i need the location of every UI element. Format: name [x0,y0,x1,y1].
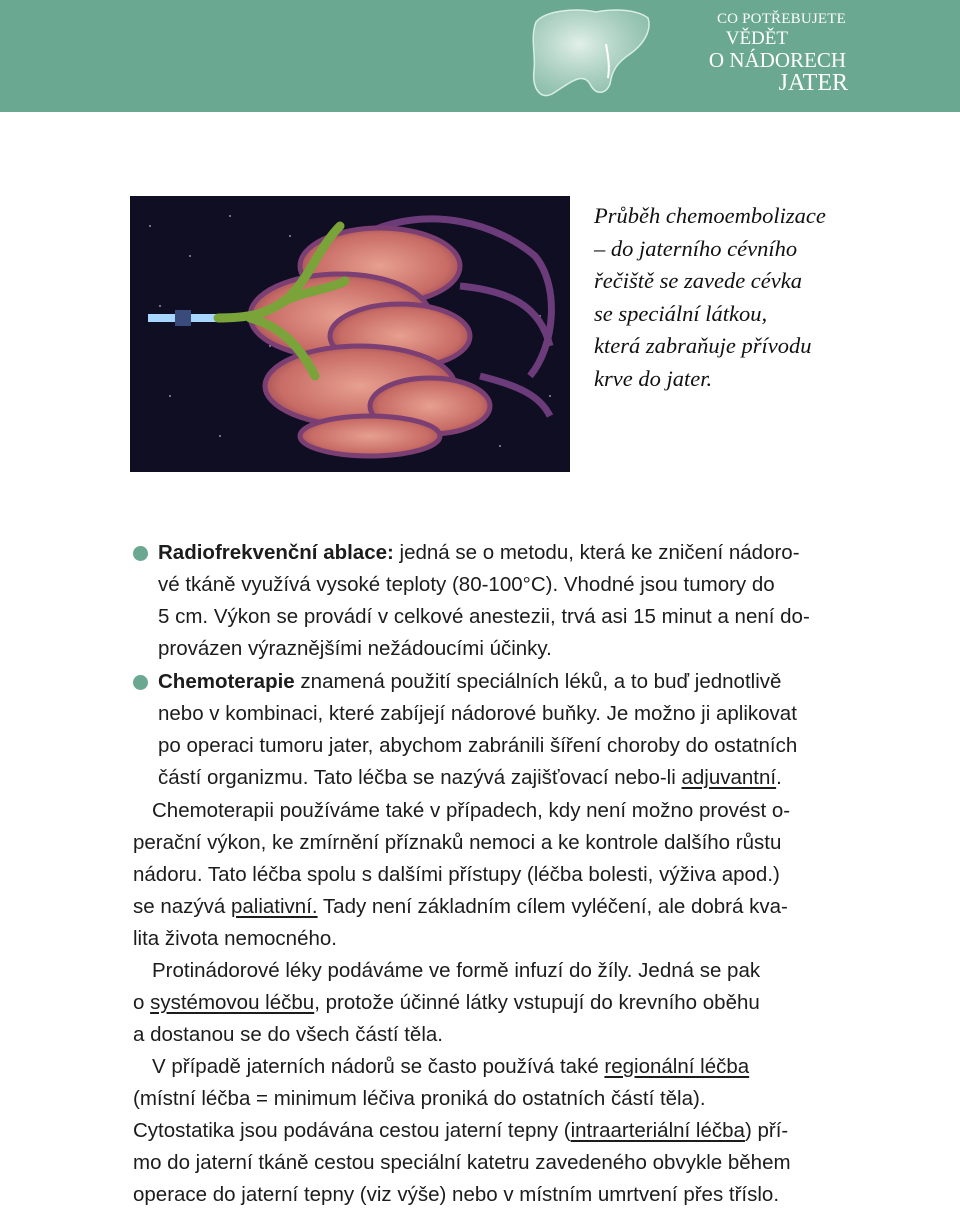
rfa-line-4: provázen výraznějšími nežádoucími účinky. [158,637,552,660]
p3-text: V případě jaterních nádorů se často používá také [152,1055,605,1078]
p2-line-3: a dostanou se do všech částí těla. [133,1023,443,1046]
caption-line: která zabraňuje přívodu [594,333,812,358]
rfa-term: Radiofrekvenční ablace: [158,541,394,564]
p3-text: Cytostatika jsou podávána cestou jaterní tepny ( [133,1119,571,1142]
p3-line-4: mo do jaterní tkáně cestou speciální katetru zavedeného obvykle během [133,1151,791,1174]
p2-text: o [133,991,151,1014]
chemo-text: . [776,766,782,789]
header-title-line3: O NÁDORECH [708,48,846,72]
p2-line-1: Protinádorové léky podáváme ve formě infuzí do žíly. Jedná se pak [152,959,761,982]
p3-text: ) pří- [744,1119,789,1142]
chemoembolization-illustration [130,196,570,472]
caption-line: se speciální látkou, [594,300,768,326]
caption-line: – do jaterního cévního [594,235,798,261]
rfa-line-2: vé tkáně využívá vysoké teploty (80-100°C). Vhodné jsou tumory do [158,573,775,596]
chemo-term: Chemoterapie [158,670,295,693]
p1-line-4 [133,891,788,923]
rfa-line-1 [158,537,800,569]
bullet-dot [133,546,148,561]
chemo-text: znamená použití speciálních léků, a to buď jednotlivě [294,670,782,693]
p3-line-3 [133,1115,788,1147]
intraarterial-therapy-term: intraarteriální léčba [570,1119,745,1142]
regional-therapy-term: regionální léčba [604,1055,750,1078]
caption-line: Průběh chemoembolizace [594,203,826,228]
rfa-text: jedná se o metodu, která ke zničení nádoro- [393,541,800,564]
chemo-line-4 [158,762,782,794]
caption-line: řečiště se zavede cévka [594,268,803,293]
p3-line-2: (místní léčba = minimum léčiva proniká do ostatních částí těla). [133,1087,706,1110]
figure-caption [594,200,874,395]
liver-illustration-image [130,196,570,472]
caption-line: krve do jater. [594,365,713,391]
systemic-therapy-term: systémovou léčbu [150,991,315,1014]
header-title-line2: VĚDĚT [725,28,788,49]
p2-line-2 [133,987,760,1019]
p2-text: , protože účinné látky vstupují do krevního oběhu [314,991,760,1014]
header-title-line4: JATER [778,70,848,96]
bullet-dot [133,675,148,690]
chemo-line-2: nebo v kombinaci, které zabíjejí nádorové buňky. Je možno ji aplikovat [158,702,797,725]
liver-icon [526,4,656,104]
p1-text: Tady není základním cílem vyléčení, ale dobrá kva- [317,895,788,918]
chemo-line-3: po operaci tumoru jater, abychom zabránili šíření choroby do ostatních [158,734,798,757]
p1-line-5: lita života nemocného. [133,927,337,950]
palliative-term: paliativní. [231,895,318,918]
p1-line-1: Chemoterapii používáme také v případech, kdy není možno provést o- [152,799,791,822]
header-title-line1: CO POTŘEBUJETE [716,11,846,27]
header-title [709,12,846,95]
p3-line-1 [152,1051,749,1083]
chemo-text: částí organizmu. Tato léčba se nazývá zajišťovací nebo-li [158,766,682,789]
p1-line-3: nádoru. Tato léčba spolu s dalšími přístupy (léčba bolesti, výživa apod.) [133,863,780,886]
adjuvant-term: adjuvantní [681,766,777,789]
header-band [0,0,960,112]
rfa-line-3: 5 cm. Výkon se provádí v celkové anestezii, trvá asi 15 minut a není do- [158,605,810,628]
p1-line-2: perační výkon, ke zmírnění příznaků nemoci a ke kontrole dalšího růstu [133,831,782,854]
chemo-line-1 [158,666,781,698]
p1-text: se nazývá [133,895,231,918]
p3-line-5: operace do jaterní tepny (viz výše) nebo v místním umrtvení přes tříslo. [133,1183,780,1206]
